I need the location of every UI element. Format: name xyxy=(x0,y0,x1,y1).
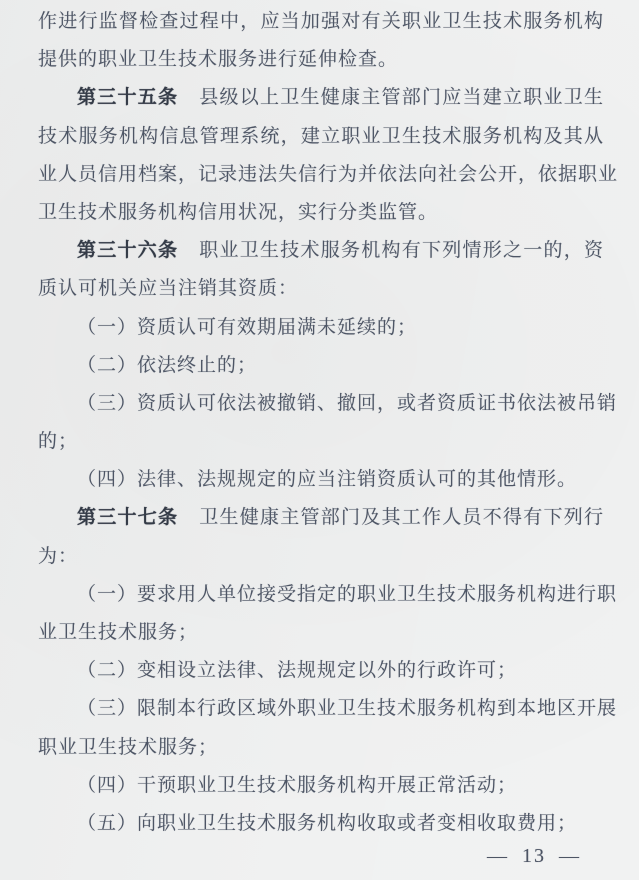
text-line xyxy=(38,576,618,614)
text-line xyxy=(38,461,604,499)
line-text: （二）依法终止的； xyxy=(77,354,258,376)
page-number: — 13 — xyxy=(487,845,581,867)
text-line xyxy=(38,690,618,728)
article-number: 第三十七条 xyxy=(77,507,179,529)
line-text: （一）要求用人单位接受指定的职业卫生技术服务机构进行职 xyxy=(77,583,618,605)
text-line xyxy=(38,41,604,79)
line-text: 职业卫生技术服务； xyxy=(38,736,219,758)
text-line xyxy=(38,538,604,576)
line-text: 业人员信用档案，记录违法失信行为并依法向社会公开，依据职业 xyxy=(38,163,619,185)
line-text: 质认可机关应当注销其资质： xyxy=(38,278,299,300)
text-line xyxy=(38,805,604,843)
line-text: （五）向职业卫生技术服务机构收取或者变相收取费用； xyxy=(77,812,578,834)
line-text: 的； xyxy=(38,431,79,453)
text-line xyxy=(38,270,604,308)
line-text: （三）限制本行政区域外职业卫生技术服务机构到本地区开展 xyxy=(77,698,618,720)
line-text: （四）干预职业卫生技术服务机构开展正常活动； xyxy=(77,774,518,796)
text-line xyxy=(38,194,604,232)
line-text: 业卫生技术服务； xyxy=(38,622,199,643)
line-text: 职业卫生技术服务机构有下列情形之一的，资 xyxy=(199,240,604,262)
line-text: 提供的职业卫生技术服务进行延伸检查。 xyxy=(38,49,399,71)
article-line xyxy=(38,232,604,270)
article-number: 第三十五条 xyxy=(77,87,179,109)
text-line xyxy=(38,309,604,347)
line-text: 作进行监督检查过程中，应当加强对有关职业卫生技术服务机构 xyxy=(38,11,604,32)
text-line xyxy=(38,729,604,767)
text-line xyxy=(38,156,619,194)
line-text: 卫生健康主管部门及其工作人员不得有下列行 xyxy=(199,507,604,529)
text-line xyxy=(38,423,604,461)
line-text: 卫生技术服务机构信用状况，实行分类监管。 xyxy=(38,201,439,223)
line-text: 为： xyxy=(38,545,79,567)
line-text: 技术服务机构信息管理系统，建立职业卫生技术服务机构及其从 xyxy=(38,125,604,147)
text-line xyxy=(38,614,604,652)
line-text: （四）法律、法规规定的应当注销资质认可的其他情形。 xyxy=(77,469,578,491)
line-text: （三）资质认可依法被撤销、撤回，或者资质证书依法被吊销 xyxy=(77,392,618,414)
text-line xyxy=(38,347,604,385)
article-line xyxy=(38,79,604,117)
text-line xyxy=(38,385,618,423)
text-line xyxy=(38,652,604,690)
article-number: 第三十六条 xyxy=(77,240,179,262)
line-text: （一）资质认可有效期届满未延续的； xyxy=(77,316,418,338)
line-text: （二）变相设立法律、法规规定以外的行政许可； xyxy=(77,660,518,682)
text-line xyxy=(38,118,604,156)
text-line xyxy=(38,767,604,805)
text-line xyxy=(38,3,604,41)
text-block xyxy=(38,3,619,843)
line-text: 县级以上卫生健康主管部门应当建立职业卫生 xyxy=(199,87,604,109)
article-line xyxy=(38,499,604,537)
